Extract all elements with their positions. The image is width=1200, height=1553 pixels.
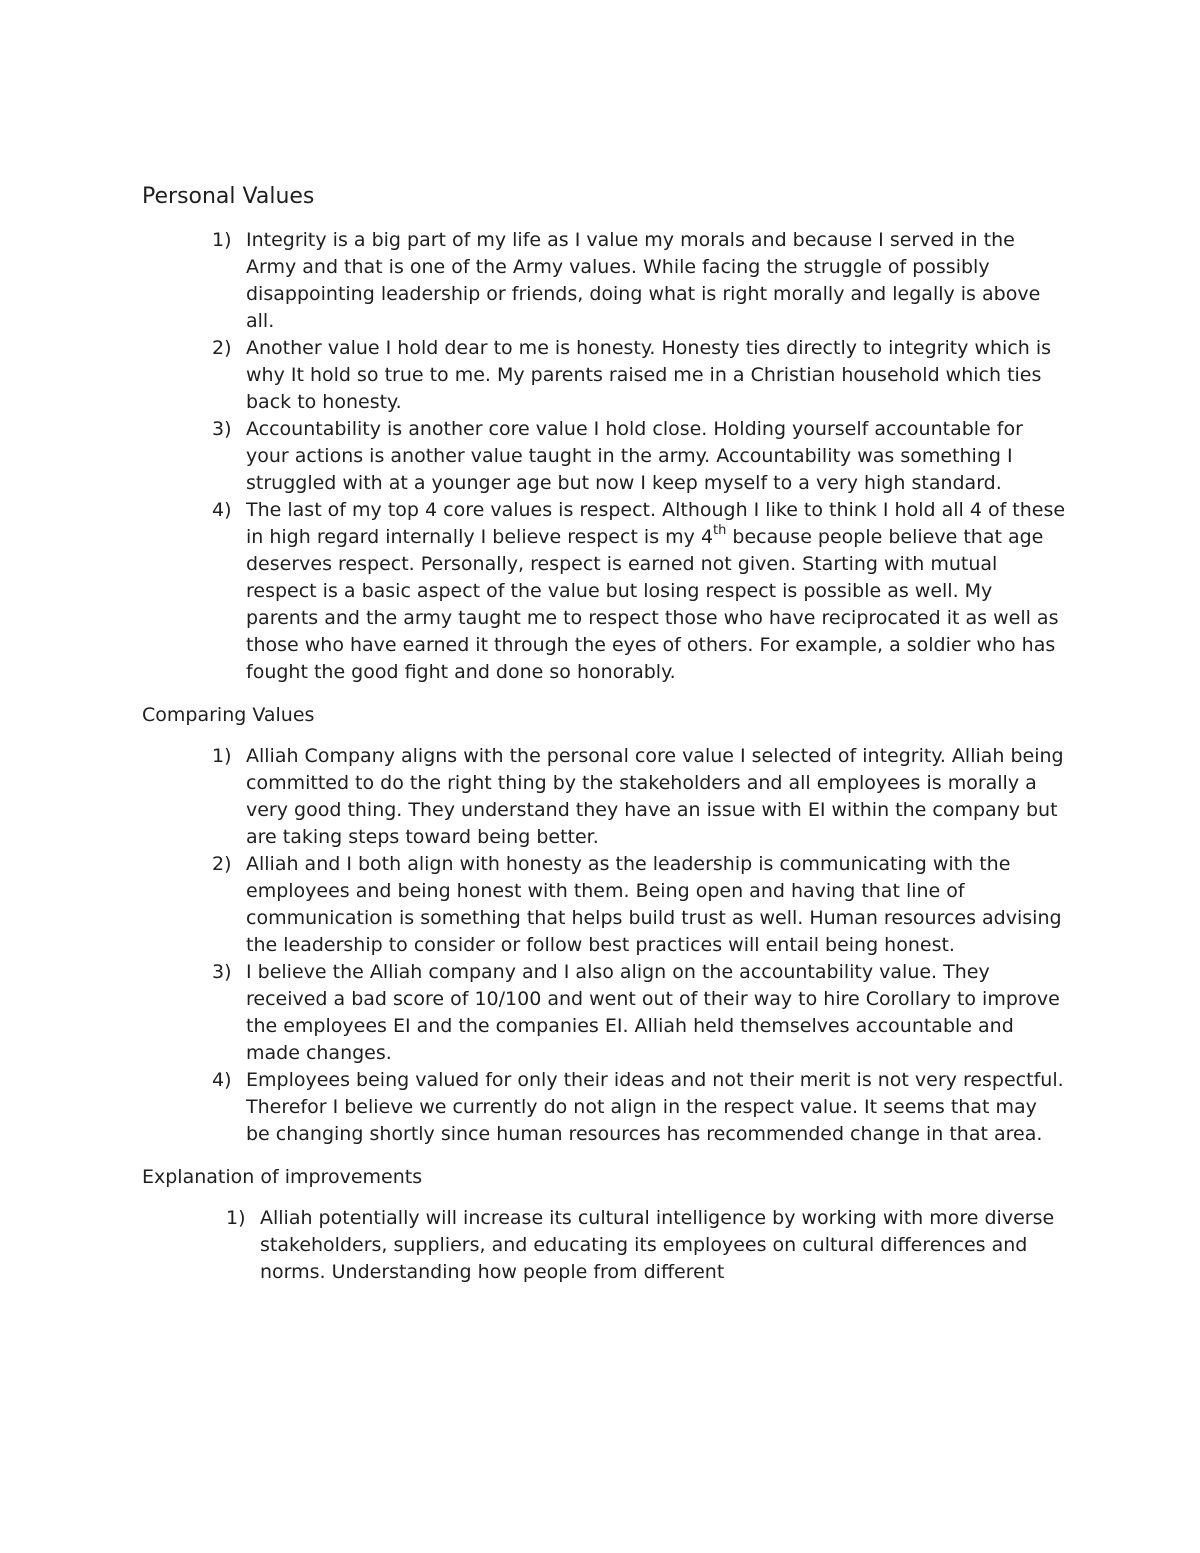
list-item: [142, 497, 1066, 686]
list-number: 2): [212, 853, 232, 875]
document-body: [142, 183, 1072, 1302]
list-number: 1): [226, 1207, 246, 1229]
list-number: 1): [212, 745, 232, 767]
explanation-of-improvements-heading: Explanation of improvements: [142, 1166, 423, 1188]
list-item-text: Alliah Company aligns with the personal core value I selected of integrity. Alliah being committed to do the right thing by the stakeholders and all employees is morally a very good thing. They understand they have an issue with EI within the company but are taking steps toward being better.: [246, 745, 1064, 848]
list-item-text: Alliah potentially will increase its cultural intelligence by working with more diverse stakeholders, suppliers, and educating its employees on cultural differences and norms. Understanding how people from different: [260, 1207, 1055, 1283]
list-item-text: Another value I hold dear to me is honesty. Honesty ties directly to integrity which is why It hold so true to me. My parents raised me in a Christian household which ties back to honesty.: [246, 337, 1052, 413]
personal-values-heading: Personal Values: [142, 184, 315, 209]
list-item-text: [246, 499, 1065, 683]
list-number: 2): [212, 337, 232, 359]
improvements-list: [142, 1205, 1072, 1286]
comparing-values-list: [142, 743, 1072, 1148]
list-item-text-part-a: The last of my top 4 core values is respect. Although I like to think I hold all 4 of these in high regard internally I believe respect is my 4: [246, 499, 1066, 548]
list-item-text: Alliah and I both align with honesty as the leadership is communicating with the employees and being honest with them. Being open and having that line of communication is something that helps build trust as well. Human resources advising the leadership to consider or follow best practices will entail being honest.: [246, 853, 1062, 956]
ordinal-superscript: th: [713, 522, 727, 538]
list-item-text-part-b: because people believe that age deserves respect. Personally, respect is earned not given. Starting with mutual respect is a basic aspect of the value but losing respect is possible as well. My parents and the army taught me to respect those who have reciprocated it as well as those who have earned it through the eyes of others. For example, a soldier who has fought the good fight and done so honorably.: [246, 526, 1059, 683]
list-item: [142, 1205, 1080, 1286]
list-item: [142, 851, 1066, 959]
list-item: [142, 743, 1066, 851]
list-item-text: I believe the Alliah company and I also align on the accountability value. They received a bad score of 10/100 and went out of their way to hire Corollary to improve the employees EI and the companies EI. Alliah held themselves accountable and made changes.: [246, 961, 1060, 1064]
list-number: 3): [212, 961, 232, 983]
list-item-text: Integrity is a big part of my life as I value my morals and because I served in the Army and that is one of the Army values. While facing the struggle of possibly disappointing leadership or friends, doing what is right morally and legally is above all.: [246, 229, 1041, 332]
list-item: [142, 959, 1066, 1067]
list-number: 4): [212, 1069, 232, 1091]
list-item: [142, 227, 1066, 335]
list-number: 1): [212, 229, 232, 251]
list-number: 3): [212, 418, 232, 440]
list-item: [142, 335, 1066, 416]
personal-values-list: [142, 227, 1072, 686]
list-item-text: Accountability is another core value I hold close. Holding yourself accountable for your actions is another value taught in the army. Accountability was something I struggled with at a younger age but now I keep myself to a very high standard.: [246, 418, 1023, 494]
comparing-values-heading: Comparing Values: [142, 704, 315, 726]
list-item: [142, 416, 1066, 497]
list-number: 4): [212, 499, 232, 521]
list-item-text: Employees being valued for only their ideas and not their merit is not very respectful. Therefor I believe we currently do not align in the respect value. It seems that may be changing shortly since human resources has recommended change in that area.: [246, 1069, 1064, 1145]
list-item: [142, 1067, 1066, 1148]
